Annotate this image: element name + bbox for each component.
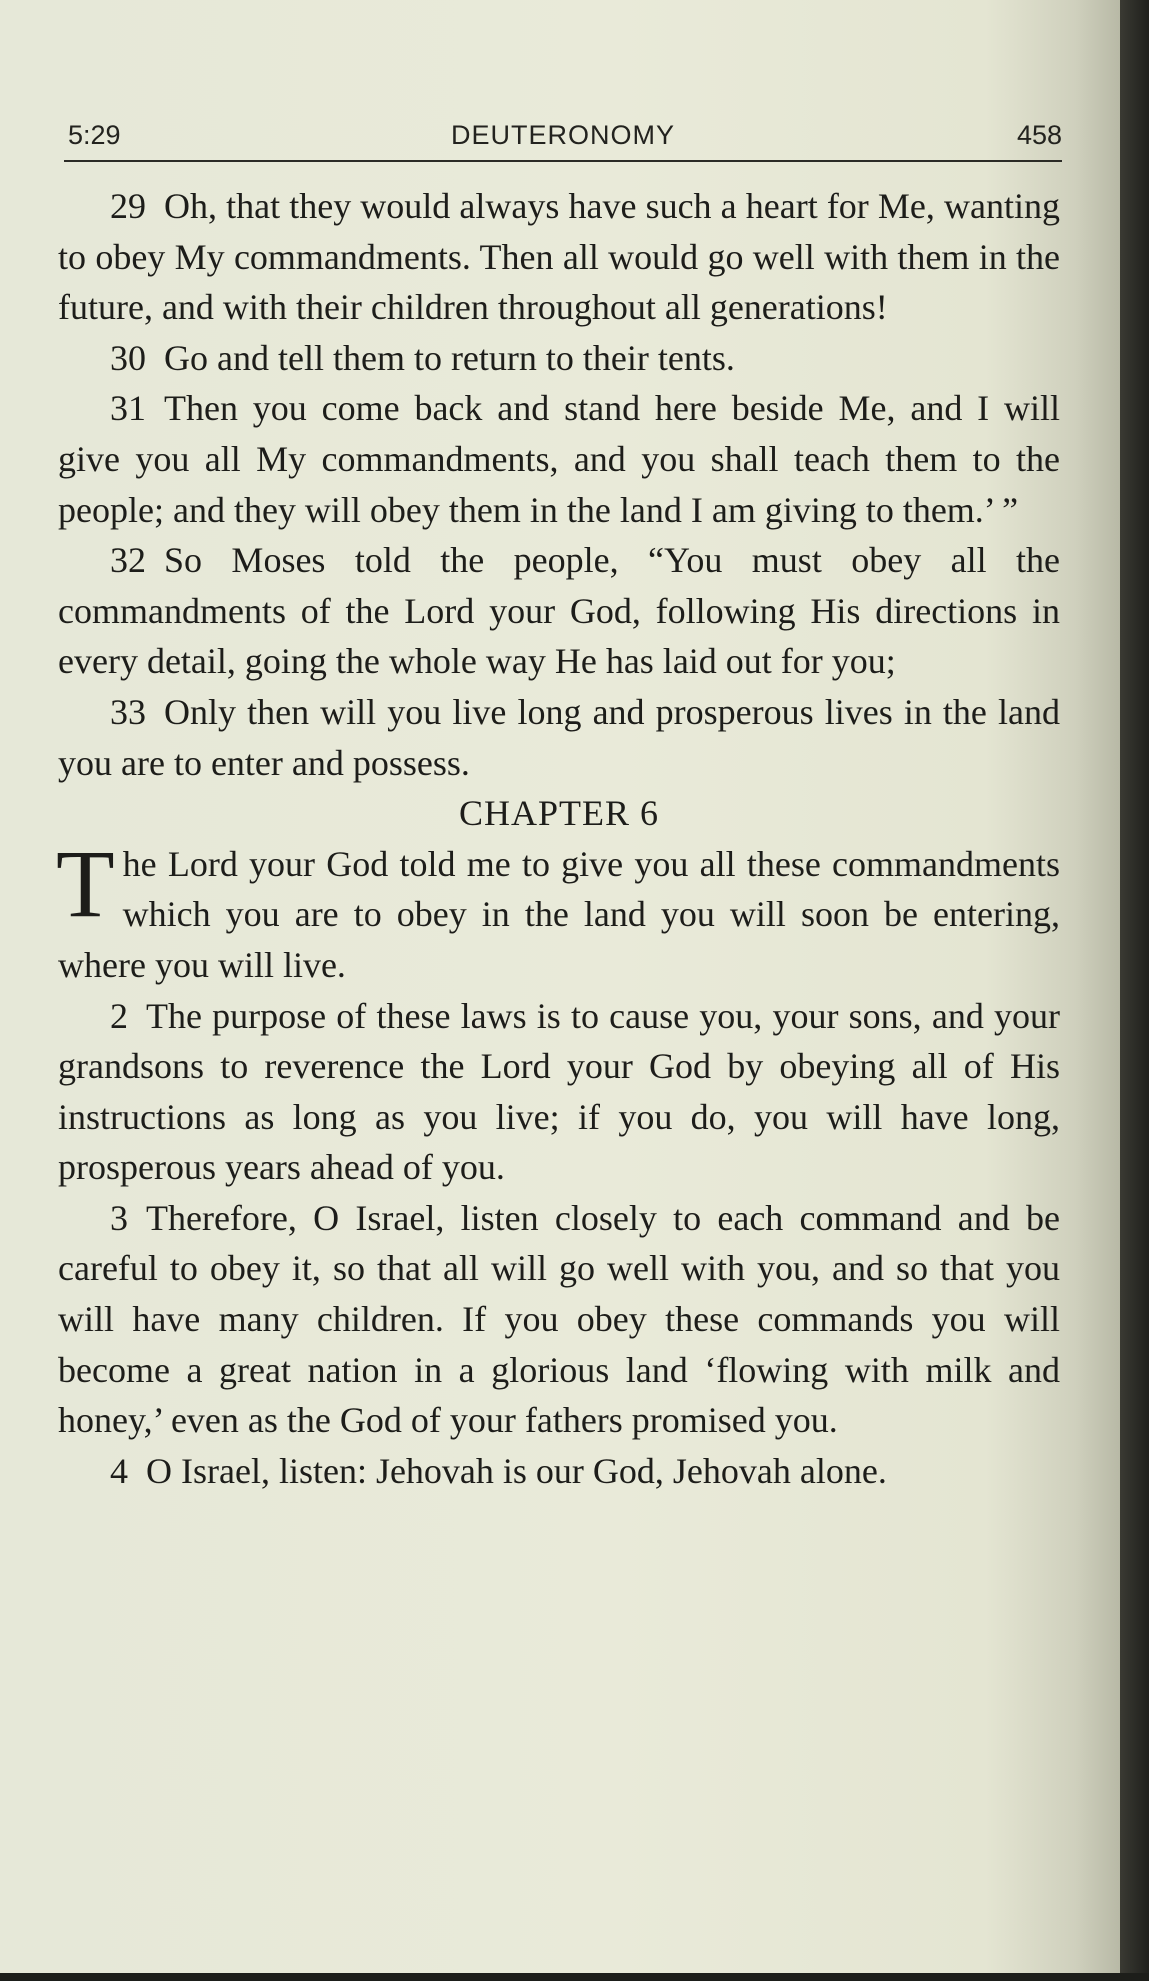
verse-32 xyxy=(58,535,1060,687)
book-title: DEUTERONOMY xyxy=(450,120,675,150)
verse-text: Then you come back and stand here beside Me, and I will give you all My commandments, and you shall teach them to the people; and they will obey them in the land I am giving to them.’ ” xyxy=(58,388,1060,530)
opening-text: he Lord your God told me to give you all these commandments which you are to obey in the land you will soon be entering, where you will live. xyxy=(58,843,1060,985)
verse-text: Oh, that they would always have such a heart for Me, wanting to obey My commandments. Then all would go well with them in the future, and with their children throughout all generations! xyxy=(58,186,1060,328)
verse-2 xyxy=(58,991,1060,1193)
verse-number: 3 xyxy=(110,1197,128,1238)
drop-cap: T xyxy=(56,829,115,937)
verse-number: 2 xyxy=(110,995,128,1036)
verse-number: 31 xyxy=(110,388,146,429)
verse-text: Go and tell them to return to their tents. xyxy=(164,337,735,378)
verse-number: 4 xyxy=(110,1450,128,1491)
verse-text: So Moses told the people, “You must obey all the commandments of the Lord your God, following His directions in every detail, going the whole way He has laid out for you; xyxy=(58,540,1060,682)
verse-31 xyxy=(58,383,1060,535)
verse-text: O Israel, listen: Jehovah is our God, Jehovah alone. xyxy=(146,1450,887,1491)
verse-30 xyxy=(58,333,1060,384)
verse-3 xyxy=(58,1193,1060,1446)
verse-29 xyxy=(58,181,1060,333)
verse-number: 32 xyxy=(110,540,146,581)
verse-number: 33 xyxy=(110,691,146,732)
verse-text: The purpose of these laws is to cause you, your sons, and your grandsons to reverence the Lord your God by obeying all of His instructions as long as you live; if you do, you will have long, prosperous years ahead of you. xyxy=(58,995,1060,1188)
chapter-verse-reference: 5:29 xyxy=(68,120,121,150)
page-number: 458 xyxy=(1016,120,1062,150)
running-header xyxy=(64,116,1062,162)
verse-text: Only then will you live long and prosperous lives in the land you are to enter and possess. xyxy=(58,691,1060,783)
verse-33 xyxy=(58,687,1060,788)
chapter-heading: CHAPTER 6 xyxy=(458,793,660,834)
page-bottom-edge xyxy=(0,1973,1149,1981)
verse-number: 29 xyxy=(110,186,146,226)
scripture-text xyxy=(58,181,1060,1496)
verse-text: Therefore, O Israel, listen closely to each command and be careful to obey it, so that all will go well with you, and so that you will have many children. If you obey these commands you will become a great nation in a glorious land ‘flowing with milk and honey,’ even as the God of your fathers promised you. xyxy=(58,1197,1060,1441)
verse-4 xyxy=(58,1446,1060,1497)
verse-number: 30 xyxy=(110,337,146,378)
chapter-opening-paragraph xyxy=(56,829,1060,991)
book-spine-shadow xyxy=(1120,0,1149,1981)
